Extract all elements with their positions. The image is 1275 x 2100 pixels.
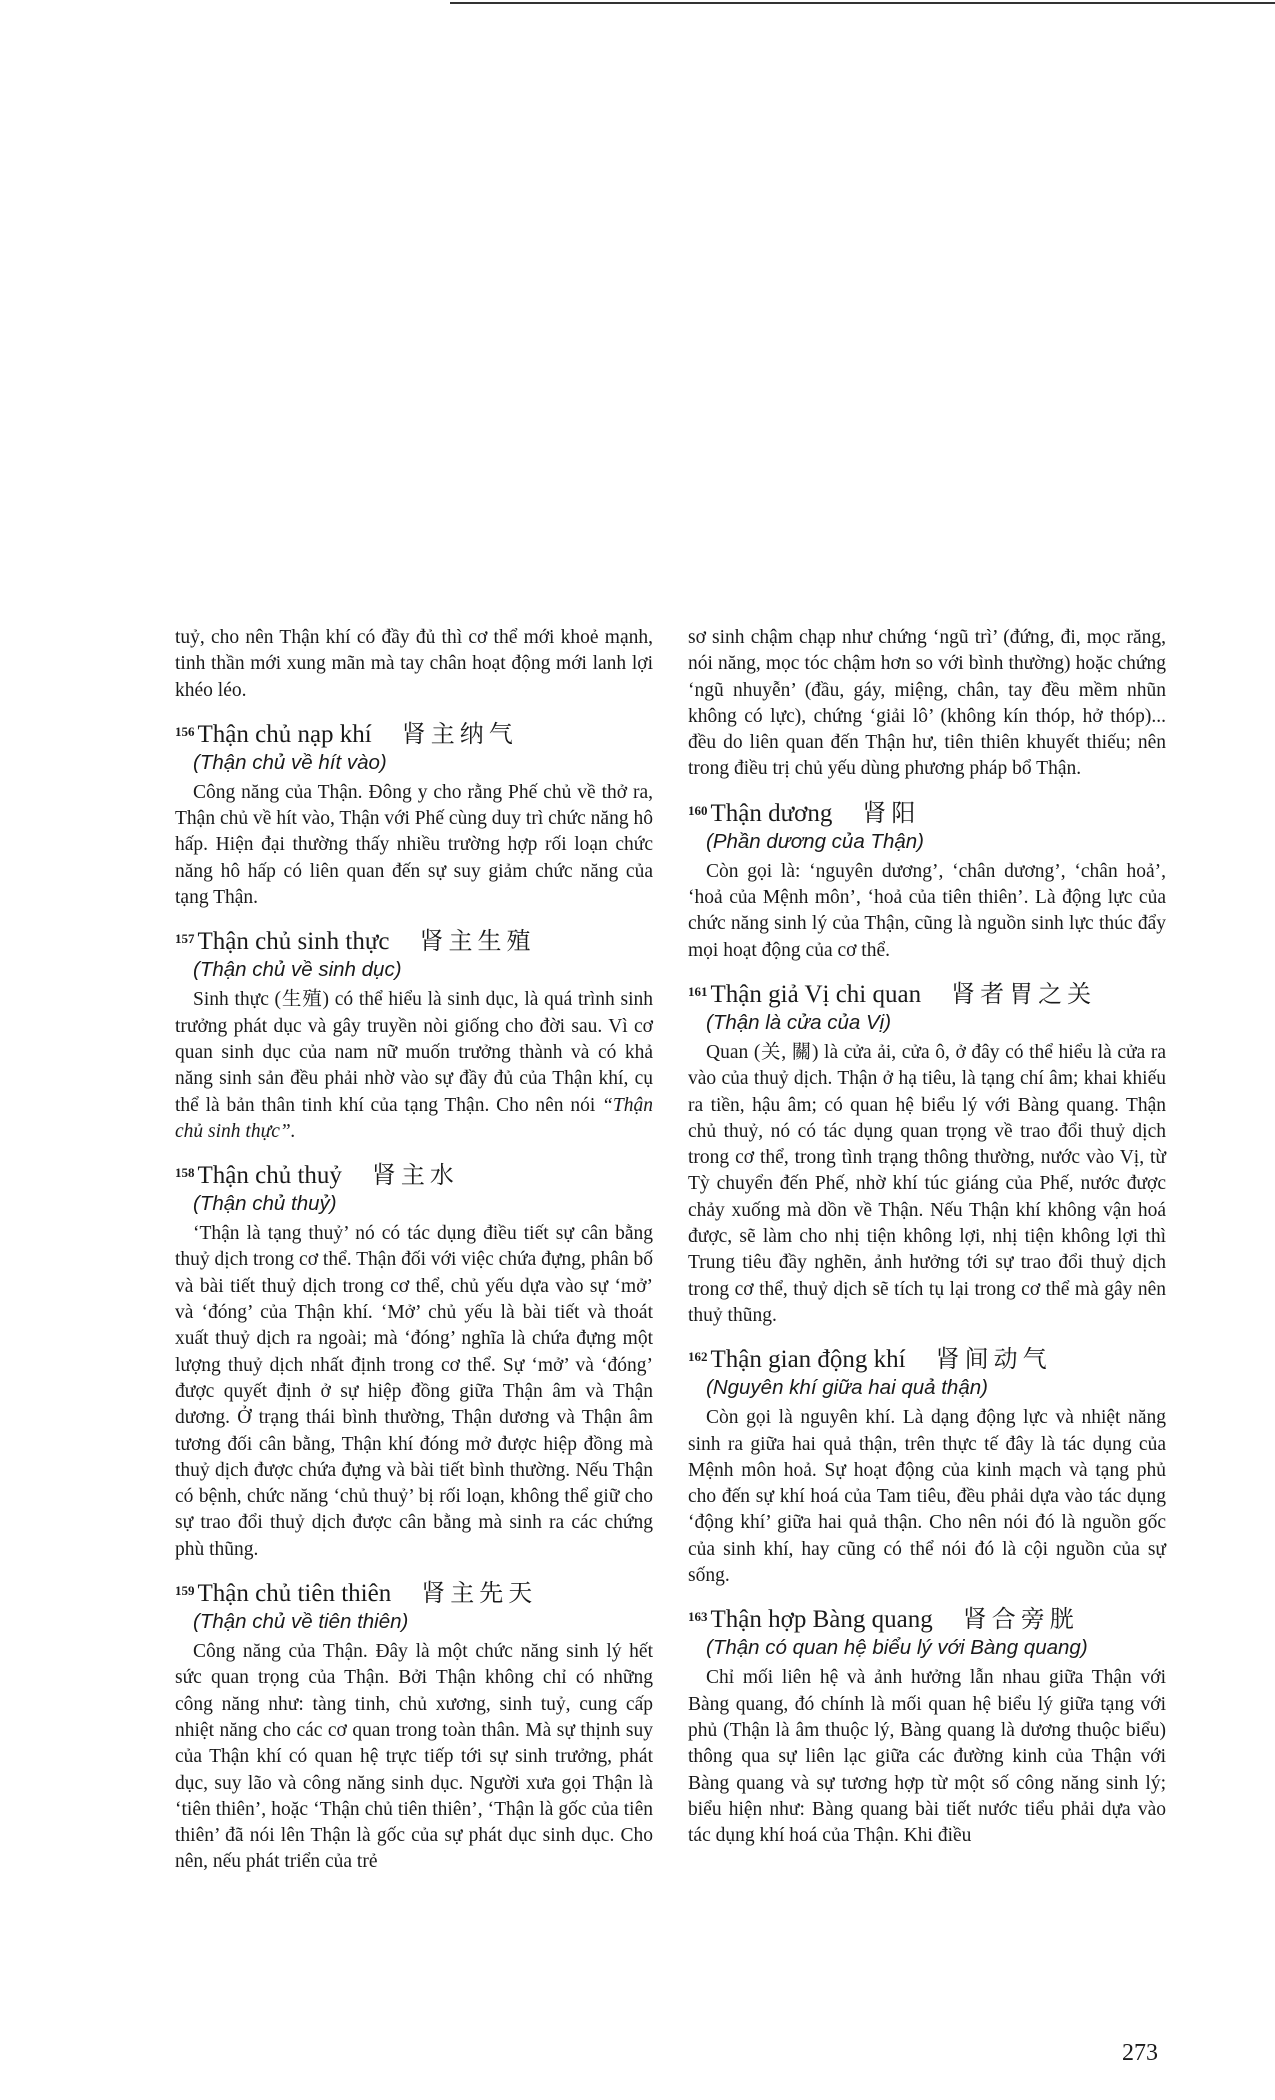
entry-body-text: Sinh thực (生殖) có thể hiểu là sinh dục, là quá trình sinh trưởng phát dục và gây truyền nòi giống cho đời sau. Vì cơ quan sinh dục của nam nữ muốn trưởng thành và có khả năng sinh sản đều phải nhờ vào sự đầy đủ của Thận khí, cụ thể là bản thân tinh khí của tạng Thận. Cho nên nói	[175, 989, 653, 1116]
entry-chinese: 肾主水	[371, 1161, 459, 1190]
entry-number: 162	[688, 1349, 708, 1365]
entry-158-heading	[175, 1155, 653, 1190]
entry-body: ‘Thận là tạng thuỷ’ nó có tác dụng điều tiết sự cân bằng thuỷ dịch trong cơ thể. Thận đối với việc chứa đựng, phân bố và bài tiết thuỷ dịch trong cơ thể, chủ yếu dựa vào sự ‘mở’ và ‘đóng’ của Thận khí. ‘Mở’ chủ yếu là bài tiết và thoát xuất thuỷ dịch ra ngoài; mà ‘đóng’ nghĩa là chứa đựng một lượng thuỷ dịch nhất định trong cơ thể. Sự ‘mở’ và ‘đóng’ được quyết định ở sự hiệp đồng giữa Thận âm và Thận dương. Ở trạng thái bình thường, Thận dương và Thận âm tương đối cân bằng, Thận khí đóng mở được hiệp đồng mà thuỷ dịch được chứa đựng và bài tiết bình thường. Nếu Thận có bệnh, chức năng ‘chủ thuỷ’ bị rối loạn, không thể giữ cho sự trao đổi thuỷ dịch được cân bằng mà sinh ra các chứng phù thũng.	[175, 1223, 653, 1560]
entry-body: Còn gọi là nguyên khí. Là dạng động lực và nhiệt năng sinh ra giữa hai quả thận, trên thực tế đây là tác dụng của Mệnh môn hoả. Sự hoạt động của kinh mạch và tạng phủ cho đến sự khí hoá của Tam tiêu, đều phải dựa vào tác dụng ‘động khí’ giữa hai quả thận. Cho nên nói đó là nguồn gốc của sinh khí, hay cũng có thể nói đó là cội nguồn của sự sống.	[688, 1407, 1166, 1587]
entry-chinese: 肾者胃之关	[951, 979, 1097, 1008]
entry-body: Còn gọi là: ‘nguyên dương’, ‘chân dương’, ‘chân hoả’, ‘hoả của Mệnh môn’, ‘hoả của tiên thiên’. Là động lực của chức năng sinh lý của Thận, cũng là nguồn sinh lực thúc đẩy mọi hoạt động của cơ thể.	[688, 860, 1166, 961]
entry-subtitle: (Phần dương của Thận)	[706, 829, 924, 853]
entry-chinese: 肾主生殖	[419, 927, 536, 956]
entry-number: 157	[175, 931, 195, 947]
top-rule	[450, 2, 1275, 4]
entry-subtitle: (Thận chủ về tiên thiên)	[193, 1610, 409, 1634]
entry-number: 163	[688, 1609, 708, 1625]
entry-body: Công năng của Thận. Đông y cho rằng Phế chủ về thở ra, Thận chủ về hít vào, Thận với Phế cùng duy trì chức năng hô hấp. Hiện đại thường thấy nhiều trường hợp rối loạn chức năng hô hấp có liên quan đến sự suy giảm chức năng của tạng Thận.	[175, 781, 653, 909]
entry-162-heading	[688, 1339, 1166, 1374]
entry-title: Thận chủ thuỷ	[197, 1162, 342, 1190]
entry-number: 158	[175, 1165, 195, 1181]
entry-161-heading	[688, 974, 1166, 1009]
entry-number: 159	[175, 1583, 195, 1599]
entry-subtitle: (Nguyên khí giữa hai quả thận)	[706, 1376, 988, 1400]
entry-160-heading	[688, 793, 1166, 828]
left-column	[175, 625, 653, 1879]
entry-chinese: 肾主先天	[421, 1579, 538, 1608]
entry-title: Thận gian động khí	[710, 1346, 906, 1374]
entry-title: Thận chủ sinh thực	[197, 928, 390, 956]
entry-title: Thận hợp Bàng quang	[710, 1606, 933, 1634]
entry-chinese: 肾间动气	[935, 1345, 1052, 1374]
entry-number: 156	[175, 723, 195, 739]
entry-subtitle: (Thận chủ thuỷ)	[193, 1192, 337, 1216]
right-column	[688, 625, 1166, 1852]
left-intro-paragraph: tuỷ, cho nên Thận khí có đầy đủ thì cơ thể mới khoẻ mạnh, tinh thần mới xung mãn mà tay chân hoạt động mới lanh lợi khéo léo.	[175, 627, 653, 701]
page-number: 273	[1122, 2040, 1158, 2066]
entry-body: Công năng của Thận. Đây là một chức năng sinh lý hết sức quan trọng của Thận. Bởi Thận không chỉ có những công năng như: tàng tinh, chủ xương, sinh tuỷ, cung cấp nhiệt năng cho các cơ quan trong toàn thân. Mà sự thịnh suy của Thận khí có quan hệ trực tiếp tới sự sinh trưởng, phát dục, suy lão và công năng sinh dục. Người xưa gọi Thận là ‘tiên thiên’, hoặc ‘Thận chủ tiên thiên’, ‘Thận là gốc của tiên thiên’ đã nói lên Thận là gốc của sự phát dục sinh dục. Cho nên, nếu phát triển của trẻ	[175, 1641, 653, 1873]
right-intro-paragraph: sơ sinh chậm chạp như chứng ‘ngũ trì’ (đứng, đi, mọc răng, nói năng, mọc tóc chậm hơn so với bình thường) hoặc chứng ‘ngũ nhuyễn’ (đầu, gáy, miệng, chân, tay đều mềm nhũn không có lực), chứng ‘giải lô’ (không kín thóp, hở thóp)... đều do liên quan đến Thận hư, tiên thiên khuyết thiếu; nên trong điều trị chủ yếu dùng phương pháp bổ Thận.	[688, 627, 1166, 780]
entry-163-heading	[688, 1599, 1166, 1634]
entry-number: 160	[688, 802, 708, 818]
entry-title: Thận dương	[710, 799, 833, 827]
entry-157-heading	[175, 921, 653, 956]
entry-chinese: 肾阳	[862, 798, 921, 827]
entry-chinese: 肾合旁胱	[962, 1605, 1079, 1634]
entry-chinese: 肾主纳气	[401, 719, 518, 748]
entry-body-emphasis: “Thận chủ sinh thực”.	[175, 1094, 653, 1142]
entry-body: Quan (关, 關) là cửa ải, cửa ô, ở đây có thể hiểu là cửa ra vào của thuỷ dịch. Thận ở hạ tiêu, là tạng chí âm; khai khiếu ra tiền, hậu âm; có quan hệ biểu lý với Bàng quang. Thận chủ thuỷ, nó có tác dụng quan trọng về trao đổi thuỷ dịch trong cơ thể, trong tình trạng thông thường, nước vào Vị, từ Tỳ chuyển đến Phế, nhờ khí túc giáng của Phế, nước được chảy xuống mà dồn về Thận. Nếu Thận khí không vận hoá được, sẽ làm cho nhị tiện không lợi, nhị tiện không lợi thì Trung tiêu đầy nghẽn, ảnh hưởng tới sự trao đổi thuỷ dịch trong cơ thể, thuỷ dịch sẽ tích tụ lại trong cơ thể mà gây nên thuỷ thũng.	[688, 1041, 1166, 1326]
entry-number: 161	[688, 983, 708, 999]
entry-subtitle: (Thận là cửa của Vị)	[706, 1010, 892, 1034]
entry-159-heading	[175, 1573, 653, 1608]
entry-title: Thận giả Vị chi quan	[710, 980, 922, 1008]
entry-title: Thận chủ nạp khí	[197, 720, 372, 748]
entry-156-heading	[175, 714, 653, 749]
entry-body	[175, 987, 653, 1145]
entry-body: Chỉ mối liên hệ và ảnh hưởng lẫn nhau giữa Thận với Bàng quang, đó chính là mối quan hệ biểu lý giữa tạng với phủ (Thận là âm thuộc lý, Bàng quang là dương thuộc biểu) thông qua sự liên lạc giữa các đường kinh của Thận với Bàng quang và sự tương hợp từ một số công năng sinh lý; biểu hiện như: Bàng quang bài tiết nước tiểu phải dựa vào tác dụng khí hoá của Thận. Khi điều	[688, 1667, 1166, 1847]
entry-subtitle: (Thận chủ về hít vào)	[193, 750, 387, 774]
entry-subtitle: (Thận có quan hệ biểu lý với Bàng quang)	[706, 1636, 1088, 1660]
entry-title: Thận chủ tiên thiên	[197, 1580, 392, 1608]
entry-subtitle: (Thận chủ về sinh dục)	[193, 958, 402, 982]
